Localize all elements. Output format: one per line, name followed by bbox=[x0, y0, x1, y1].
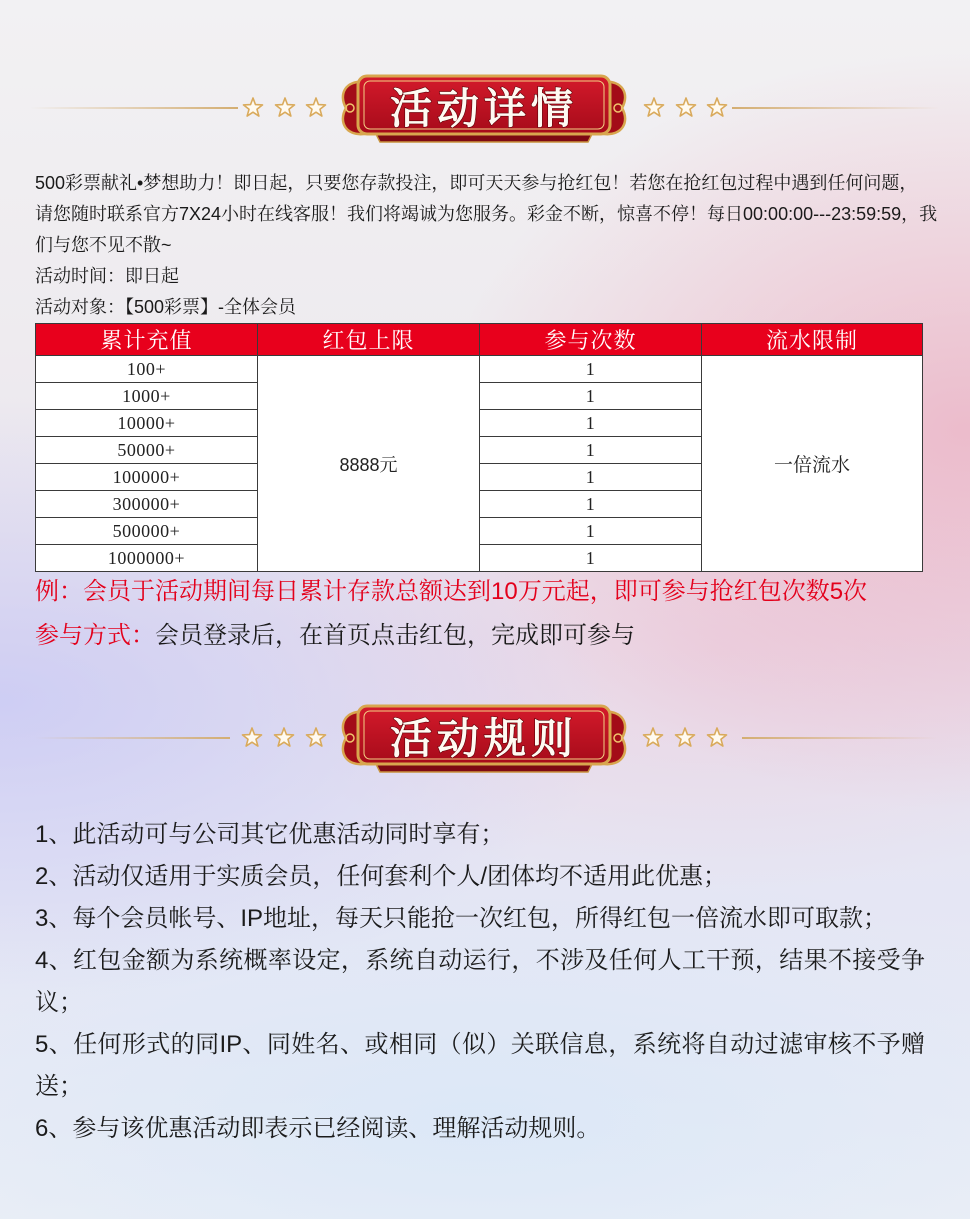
rule-item: 3、每个会员帐号、IP地址，每天只能抢一次红包，所得红包一倍流水即可取款； bbox=[35, 905, 888, 932]
gold-divider-right bbox=[742, 737, 937, 739]
section-title: 活动详情 bbox=[389, 87, 579, 133]
star-icon bbox=[707, 98, 726, 116]
intro-line: 们与您不见不散~ bbox=[35, 235, 172, 255]
recharge-cell: 1000+ bbox=[36, 383, 258, 410]
star-icon bbox=[275, 98, 294, 116]
star-icon bbox=[306, 98, 325, 116]
participation-method bbox=[35, 614, 935, 658]
times-cell: 1 bbox=[480, 383, 702, 410]
header-cap: 红包上限 bbox=[258, 324, 480, 356]
prize-table bbox=[35, 323, 923, 572]
star-icon bbox=[242, 728, 261, 746]
header-turnover: 流水限制 bbox=[702, 324, 923, 356]
star-icon bbox=[675, 728, 694, 746]
rule-item: 6、参与该优惠活动即表示已经阅读、理解活动规则。 bbox=[35, 1115, 601, 1142]
example-note: 例：会员于活动期间每日累计存款总额达到10万元起，即可参与抢红包次数5次 bbox=[35, 578, 868, 605]
star-icon bbox=[274, 728, 293, 746]
gold-divider-right bbox=[732, 107, 940, 109]
star-icon bbox=[707, 728, 726, 746]
times-cell: 1 bbox=[480, 410, 702, 437]
times-cell: 1 bbox=[480, 464, 702, 491]
star-icon bbox=[643, 728, 662, 746]
activity-time: 活动时间：即日起 bbox=[35, 266, 179, 286]
activity-target: 活动对象：【500彩票】-全体会员 bbox=[35, 297, 297, 317]
method-text: 会员登录后，在首页点击红包，完成即可参与 bbox=[155, 622, 635, 649]
notes bbox=[35, 570, 935, 658]
header-recharge: 累计充值 bbox=[36, 324, 258, 356]
times-cell: 1 bbox=[480, 545, 702, 572]
section-header-details bbox=[0, 68, 970, 148]
section-header-rules bbox=[0, 698, 970, 778]
gold-divider-left bbox=[30, 107, 238, 109]
table-header-row bbox=[36, 324, 923, 356]
intro-line: 500彩票献礼•梦想助力！即日起，只要您存款投注，即可天天参与抢红包！若您在抢红包过程中遇到任何问题， bbox=[35, 173, 918, 193]
recharge-cell: 1000000+ bbox=[36, 545, 258, 572]
rule-item: 4、红包金额为系统概率设定，系统自动运行，不涉及任何人工干预，结果不接受争议； bbox=[35, 947, 925, 1016]
times-cell: 1 bbox=[480, 518, 702, 545]
times-cell: 1 bbox=[480, 491, 702, 518]
star-icon bbox=[676, 98, 695, 116]
rules-list bbox=[35, 814, 925, 1150]
title-banner bbox=[343, 76, 625, 142]
recharge-cell: 50000+ bbox=[36, 437, 258, 464]
title-banner bbox=[343, 706, 625, 772]
star-icon bbox=[243, 98, 262, 116]
recharge-cell: 100000+ bbox=[36, 464, 258, 491]
recharge-cell: 300000+ bbox=[36, 491, 258, 518]
rule-item: 2、活动仅适用于实质会员，任何套利个人/团体均不适用此优惠； bbox=[35, 863, 728, 890]
times-cell: 1 bbox=[480, 437, 702, 464]
section-title: 活动规则 bbox=[389, 717, 579, 763]
cap-cell: 8888元 bbox=[258, 356, 480, 572]
times-cell: 1 bbox=[480, 356, 702, 383]
recharge-cell: 10000+ bbox=[36, 410, 258, 437]
star-icon bbox=[644, 98, 663, 116]
method-label: 参与方式： bbox=[35, 622, 155, 649]
intro-text bbox=[35, 168, 938, 323]
header-times: 参与次数 bbox=[480, 324, 702, 356]
recharge-cell: 100+ bbox=[36, 356, 258, 383]
rule-item: 1、此活动可与公司其它优惠活动同时享有； bbox=[35, 821, 505, 848]
star-icon bbox=[306, 728, 325, 746]
intro-line: 请您随时联系官方7X24小时在线客服！我们将竭诚为您服务。彩金不断，惊喜不停！每日00:00:00---23:59:59，我 bbox=[35, 204, 938, 224]
rule-item: 5、任何形式的同IP、同姓名、或相同（似）关联信息，系统将自动过滤审核不予赠送； bbox=[35, 1031, 925, 1100]
turnover-cell: 一倍流水 bbox=[702, 356, 923, 572]
gold-divider-left bbox=[35, 737, 230, 739]
table-row bbox=[36, 356, 923, 383]
recharge-cell: 500000+ bbox=[36, 518, 258, 545]
